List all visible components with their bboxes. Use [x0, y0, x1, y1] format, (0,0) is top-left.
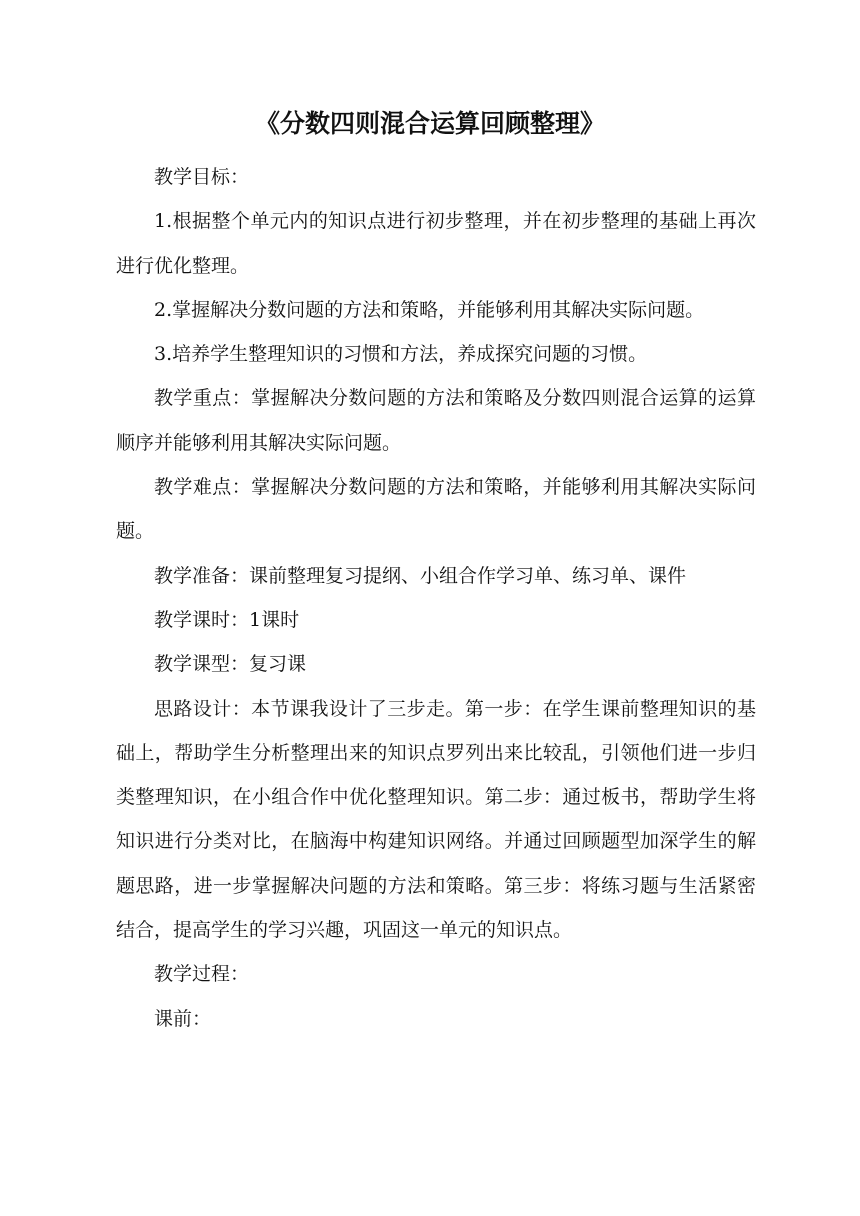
paragraph-design-idea: 思路设计：本节课我设计了三步走。第一步：在学生课前整理知识的基础上，帮助学生分析整理出来的知识点罗列出来比较乱，引领他们进一步归类整理知识，在小组合作中优化整理知识。第二步：通过板书，帮助学生将知识进行分类对比，在脑海中构建知识网络。并通过回顾题型加深学生的解题思路，进一步掌握解决问题的方法和策略。第三步：将练习题与生活紧密结合，提高学生的学习兴趣，巩固这一单元的知识点。	[116, 697, 756, 942]
document-title: 《分数四则混合运算回顾整理》	[254, 109, 605, 138]
paragraph-process-heading: 教学过程：	[154, 963, 250, 986]
paragraph-goal-3: 3.培养学生整理知识的习惯和方法，养成探究问题的习惯。	[154, 343, 648, 366]
paragraph-key-points: 教学重点：掌握解决分数问题的方法和策略及分数四则混合运算的运算顺序并能够利用其解决实际问题。	[116, 387, 756, 454]
paragraph-goal-1: 1.根据整个单元内的知识点进行初步整理，并在初步整理的基础上再次进行优化整理。	[116, 210, 756, 277]
paragraph-difficulties: 教学难点：掌握解决分数问题的方法和策略，并能够利用其解决实际问题。	[116, 476, 756, 543]
paragraph-goal-2: 2.掌握解决分数问题的方法和策略，并能够利用其解决实际问题。	[154, 298, 705, 321]
paragraph-teaching-goals-heading: 教学目标：	[154, 166, 250, 188]
paragraph-before-class: 课前：	[154, 1007, 212, 1030]
paragraph-class-hours: 教学课时：1课时	[154, 608, 300, 631]
document-body	[116, 155, 756, 1041]
paragraph-class-type: 教学课型：复习课	[154, 653, 307, 676]
paragraph-preparation: 教学准备：课前整理复习提纲、小组合作学习单、练习单、课件	[154, 564, 687, 587]
